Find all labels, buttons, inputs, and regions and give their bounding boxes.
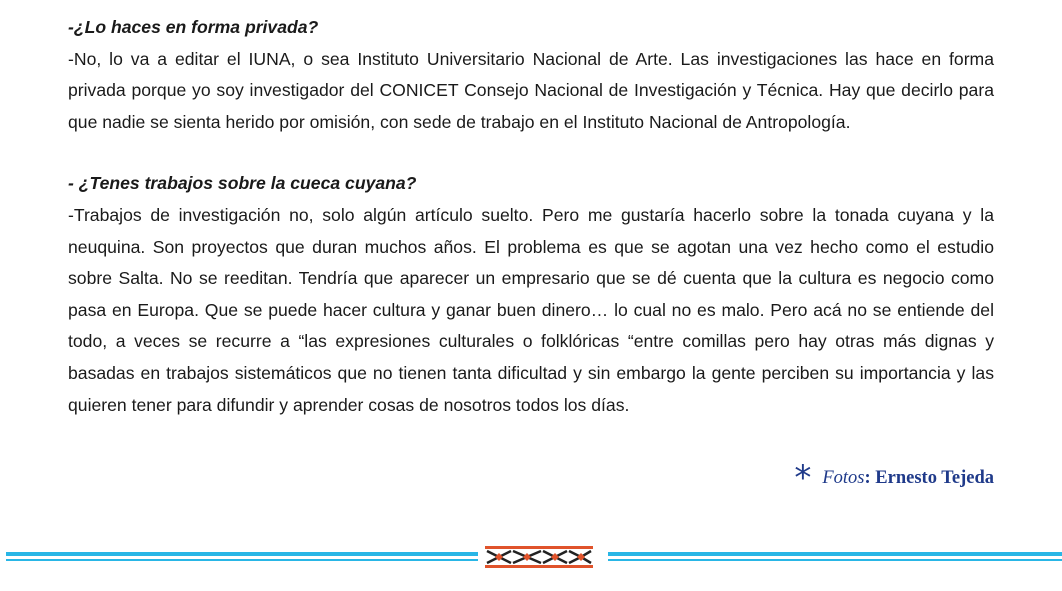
- answer-2: -Trabajos de investigación no, solo algún artículo suelto. Pero me gustaría hacerlo sobre la tonada cuyana y la neuquina. Son proyectos que duran muchos años. El problema es que se agotan una vez hecho como el estudio sobre Salta. No se reeditan. Tendría que aparecer un empresario que se dé cuenta que la cultura es negocio como pasa en Europa. Que se puede hacer cultura y ganar buen dinero… lo cual no es malo. Pero acá no se entiende del todo, a veces se recurre a “las expresiones culturales o folklóricas “entre comillas pero hay otras más dignas y basadas en trabajos sistemáticos que no tienen tanta dificultad y sin embargo la gente perciben su importancia y las quieren tener para difundir y aprender cosas de nosotros todos los días.: [68, 204, 994, 415]
- paragraph-gap: [68, 138, 994, 168]
- ornament-bottom-band: [485, 565, 593, 568]
- question-1: -¿Lo haces en forma privada?: [68, 17, 319, 37]
- ornament-diamonds: [495, 553, 585, 561]
- photo-credit-label: Fotos: [822, 468, 865, 488]
- photo-credit-name: Ernesto Tejeda: [875, 468, 994, 488]
- photo-credit: [794, 458, 994, 498]
- section-divider: [0, 543, 1062, 573]
- answer-1: -No, lo va a editar el IUNA, o sea Instituto Universitario Nacional de Arte. Las investigaciones las hace en forma privada porque yo soy investigador del CONICET Consejo Nacional de Investigación y Técnica. Hay que decirlo para que nadie se sienta herido por omisión, con sede de trabajo en el Instituto Nacional de Antropología.: [68, 48, 994, 132]
- woven-pattern-icon: [483, 543, 595, 571]
- divider-line-left: [6, 552, 478, 556]
- asterisk-icon: *: [794, 458, 812, 498]
- question-2: - ¿Tenes trabajos sobre la cueca cuyana?: [68, 173, 417, 194]
- divider-line-right: [608, 552, 1062, 556]
- article-body: [68, 12, 994, 421]
- divider-line-right-thin: [608, 559, 1062, 561]
- photo-credit-separator: :: [864, 468, 876, 488]
- divider-line-left-thin: [6, 559, 478, 561]
- ornament-top-band: [485, 546, 593, 549]
